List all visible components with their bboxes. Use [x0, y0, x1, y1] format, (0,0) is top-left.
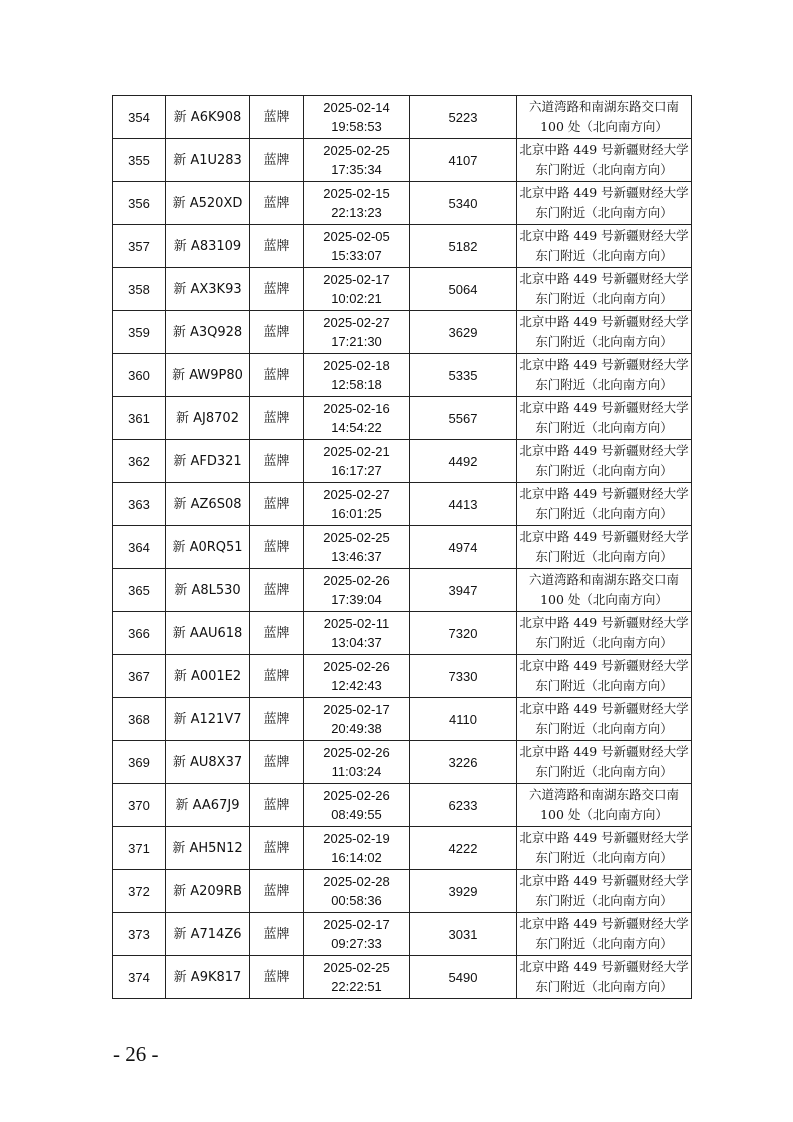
table-row	[113, 612, 692, 655]
violation-date: 2025-02-15	[323, 186, 390, 201]
violation-clock-time: 13:46:37	[331, 549, 382, 564]
violation-time-cell	[304, 182, 410, 225]
violation-time-cell	[304, 96, 410, 139]
plate-number-cell: 新 A121V7	[166, 698, 250, 741]
plate-number-cell: 新 AH5N12	[166, 827, 250, 870]
location-line-1: 北京中路 449 号新疆财经大学	[519, 658, 689, 673]
location-cell	[517, 612, 692, 655]
plate-number-cell: 新 AW9P80	[166, 354, 250, 397]
table-row	[113, 397, 692, 440]
amount-cell: 4974	[410, 526, 517, 569]
location-cell	[517, 741, 692, 784]
plate-color-cell: 蓝牌	[250, 569, 304, 612]
amount-cell: 5064	[410, 268, 517, 311]
record-number-cell: 360	[113, 354, 166, 397]
location-line-1: 北京中路 449 号新疆财经大学	[519, 228, 689, 243]
table-row	[113, 440, 692, 483]
violation-time-cell	[304, 440, 410, 483]
location-line-1: 北京中路 449 号新疆财经大学	[519, 916, 689, 931]
plate-number-cell: 新 A209RB	[166, 870, 250, 913]
plate-number-cell: 新 AJ8702	[166, 397, 250, 440]
violation-time-cell	[304, 354, 410, 397]
location-line-2: 东门附近（北向南方向）	[535, 420, 673, 435]
plate-number-cell: 新 A3Q928	[166, 311, 250, 354]
violation-clock-time: 09:27:33	[331, 936, 382, 951]
plate-number-cell: 新 A8L530	[166, 569, 250, 612]
location-line-1: 六道湾路和南湖东路交口南	[528, 787, 679, 802]
table-row	[113, 784, 692, 827]
location-cell	[517, 225, 692, 268]
record-number-cell: 368	[113, 698, 166, 741]
location-line-1: 北京中路 449 号新疆财经大学	[519, 271, 689, 286]
records-table	[112, 95, 692, 999]
table-row	[113, 96, 692, 139]
amount-cell: 4110	[410, 698, 517, 741]
plate-color-cell: 蓝牌	[250, 870, 304, 913]
record-number-cell: 354	[113, 96, 166, 139]
violation-time-cell	[304, 311, 410, 354]
table-row	[113, 913, 692, 956]
plate-color-cell: 蓝牌	[250, 96, 304, 139]
location-cell	[517, 698, 692, 741]
violation-clock-time: 16:01:25	[331, 506, 382, 521]
location-line-1: 北京中路 449 号新疆财经大学	[519, 529, 689, 544]
table-row	[113, 569, 692, 612]
location-line-2: 东门附近（北向南方向）	[535, 850, 673, 865]
plate-number-cell: 新 A1U283	[166, 139, 250, 182]
location-cell	[517, 96, 692, 139]
violation-clock-time: 17:35:34	[331, 162, 382, 177]
location-line-1: 北京中路 449 号新疆财经大学	[519, 701, 689, 716]
plate-color-cell: 蓝牌	[250, 354, 304, 397]
table-row	[113, 526, 692, 569]
location-line-2: 东门附近（北向南方向）	[535, 635, 673, 650]
violation-time-cell	[304, 698, 410, 741]
violation-clock-time: 22:22:51	[331, 979, 382, 994]
violation-time-cell	[304, 741, 410, 784]
violation-clock-time: 17:39:04	[331, 592, 382, 607]
violation-date: 2025-02-27	[323, 487, 390, 502]
plate-color-cell: 蓝牌	[250, 741, 304, 784]
violation-clock-time: 22:13:23	[331, 205, 382, 220]
violation-time-cell	[304, 784, 410, 827]
plate-number-cell: 新 A714Z6	[166, 913, 250, 956]
violation-date: 2025-02-17	[323, 702, 390, 717]
location-line-2: 东门附近（北向南方向）	[535, 291, 673, 306]
amount-cell: 3226	[410, 741, 517, 784]
plate-color-cell: 蓝牌	[250, 440, 304, 483]
table-row	[113, 225, 692, 268]
plate-number-cell: 新 AU8X37	[166, 741, 250, 784]
violation-clock-time: 11:03:24	[331, 764, 382, 779]
record-number-cell: 358	[113, 268, 166, 311]
location-line-2: 东门附近（北向南方向）	[535, 463, 673, 478]
violation-time-cell	[304, 397, 410, 440]
violation-clock-time: 10:02:21	[331, 291, 382, 306]
violation-clock-time: 12:42:43	[331, 678, 382, 693]
location-cell	[517, 655, 692, 698]
violation-date: 2025-02-17	[323, 917, 390, 932]
record-number-cell: 366	[113, 612, 166, 655]
plate-color-cell: 蓝牌	[250, 311, 304, 354]
violation-clock-time: 00:58:36	[331, 893, 382, 908]
location-cell	[517, 397, 692, 440]
violation-time-cell	[304, 655, 410, 698]
amount-cell: 5223	[410, 96, 517, 139]
location-line-2: 东门附近（北向南方向）	[535, 549, 673, 564]
violation-date: 2025-02-28	[323, 874, 390, 889]
violation-date: 2025-02-26	[323, 573, 390, 588]
amount-cell: 3947	[410, 569, 517, 612]
plate-number-cell: 新 AFD321	[166, 440, 250, 483]
plate-number-cell: 新 A83109	[166, 225, 250, 268]
violation-clock-time: 20:49:38	[331, 721, 382, 736]
record-number-cell: 356	[113, 182, 166, 225]
violation-date: 2025-02-25	[323, 143, 390, 158]
location-cell	[517, 827, 692, 870]
plate-number-cell: 新 A001E2	[166, 655, 250, 698]
plate-number-cell: 新 AA67J9	[166, 784, 250, 827]
plate-number-cell: 新 AAU618	[166, 612, 250, 655]
violation-clock-time: 17:21:30	[331, 334, 382, 349]
location-cell	[517, 913, 692, 956]
violation-date: 2025-02-26	[323, 659, 390, 674]
violation-date: 2025-02-17	[323, 272, 390, 287]
location-cell	[517, 483, 692, 526]
location-line-2: 东门附近（北向南方向）	[535, 721, 673, 736]
amount-cell: 5567	[410, 397, 517, 440]
record-number-cell: 365	[113, 569, 166, 612]
violation-date: 2025-02-26	[323, 788, 390, 803]
violation-clock-time: 13:04:37	[331, 635, 382, 650]
violation-time-cell	[304, 526, 410, 569]
location-line-1: 北京中路 449 号新疆财经大学	[519, 142, 689, 157]
records-table-body	[113, 96, 692, 999]
plate-color-cell: 蓝牌	[250, 225, 304, 268]
amount-cell: 4222	[410, 827, 517, 870]
location-cell	[517, 311, 692, 354]
violation-date: 2025-02-18	[323, 358, 390, 373]
location-line-2: 100 处（北向南方向）	[540, 807, 668, 822]
record-number-cell: 357	[113, 225, 166, 268]
table-row	[113, 483, 692, 526]
violation-time-cell	[304, 268, 410, 311]
amount-cell: 3031	[410, 913, 517, 956]
amount-cell: 5340	[410, 182, 517, 225]
record-number-cell: 370	[113, 784, 166, 827]
plate-number-cell: 新 AX3K93	[166, 268, 250, 311]
violation-clock-time: 15:33:07	[331, 248, 382, 263]
amount-cell: 7330	[410, 655, 517, 698]
violation-date: 2025-02-27	[323, 315, 390, 330]
location-line-1: 北京中路 449 号新疆财经大学	[519, 486, 689, 501]
violation-date: 2025-02-21	[323, 444, 390, 459]
location-cell	[517, 182, 692, 225]
location-cell	[517, 354, 692, 397]
violation-time-cell	[304, 225, 410, 268]
amount-cell: 5335	[410, 354, 517, 397]
record-number-cell: 361	[113, 397, 166, 440]
violation-clock-time: 14:54:22	[331, 420, 382, 435]
plate-color-cell: 蓝牌	[250, 956, 304, 999]
record-number-cell: 355	[113, 139, 166, 182]
record-number-cell: 372	[113, 870, 166, 913]
plate-color-cell: 蓝牌	[250, 612, 304, 655]
record-number-cell: 371	[113, 827, 166, 870]
record-number-cell: 373	[113, 913, 166, 956]
plate-color-cell: 蓝牌	[250, 268, 304, 311]
record-number-cell: 369	[113, 741, 166, 784]
violation-time-cell	[304, 827, 410, 870]
table-row	[113, 741, 692, 784]
location-line-1: 六道湾路和南湖东路交口南	[528, 99, 679, 114]
violation-date: 2025-02-16	[323, 401, 390, 416]
violation-time-cell	[304, 139, 410, 182]
location-line-1: 北京中路 449 号新疆财经大学	[519, 744, 689, 759]
page-number: - 26 -	[113, 1042, 159, 1066]
plate-color-cell: 蓝牌	[250, 827, 304, 870]
location-line-2: 东门附近（北向南方向）	[535, 334, 673, 349]
amount-cell: 4107	[410, 139, 517, 182]
violation-time-cell	[304, 612, 410, 655]
violation-clock-time: 08:49:55	[331, 807, 382, 822]
record-number-cell: 362	[113, 440, 166, 483]
location-line-2: 东门附近（北向南方向）	[535, 893, 673, 908]
table-row	[113, 698, 692, 741]
location-cell	[517, 870, 692, 913]
location-cell	[517, 268, 692, 311]
plate-number-cell: 新 A9K817	[166, 956, 250, 999]
violation-date: 2025-02-19	[323, 831, 390, 846]
plate-color-cell: 蓝牌	[250, 182, 304, 225]
location-line-1: 北京中路 449 号新疆财经大学	[519, 873, 689, 888]
amount-cell: 4413	[410, 483, 517, 526]
violation-time-cell	[304, 913, 410, 956]
location-line-2: 东门附近（北向南方向）	[535, 162, 673, 177]
location-line-1: 北京中路 449 号新疆财经大学	[519, 959, 689, 974]
plate-color-cell: 蓝牌	[250, 483, 304, 526]
violation-clock-time: 12:58:18	[331, 377, 382, 392]
violation-date: 2025-02-25	[323, 530, 390, 545]
location-line-2: 东门附近（北向南方向）	[535, 678, 673, 693]
record-number-cell: 359	[113, 311, 166, 354]
location-line-1: 北京中路 449 号新疆财经大学	[519, 185, 689, 200]
location-line-1: 六道湾路和南湖东路交口南	[528, 572, 679, 587]
amount-cell: 5490	[410, 956, 517, 999]
violation-date: 2025-02-05	[323, 229, 390, 244]
location-line-2: 100 处（北向南方向）	[540, 119, 668, 134]
location-line-2: 东门附近（北向南方向）	[535, 248, 673, 263]
location-line-1: 北京中路 449 号新疆财经大学	[519, 357, 689, 372]
location-line-2: 东门附近（北向南方向）	[535, 205, 673, 220]
plate-color-cell: 蓝牌	[250, 526, 304, 569]
location-line-1: 北京中路 449 号新疆财经大学	[519, 400, 689, 415]
violation-date: 2025-02-11	[323, 616, 390, 631]
plate-number-cell: 新 A520XD	[166, 182, 250, 225]
violation-time-cell	[304, 483, 410, 526]
location-line-2: 东门附近（北向南方向）	[535, 506, 673, 521]
location-line-1: 北京中路 449 号新疆财经大学	[519, 830, 689, 845]
violation-date: 2025-02-26	[323, 745, 390, 760]
location-cell	[517, 526, 692, 569]
amount-cell: 3629	[410, 311, 517, 354]
plate-color-cell: 蓝牌	[250, 655, 304, 698]
record-number-cell: 363	[113, 483, 166, 526]
table-row	[113, 827, 692, 870]
location-line-2: 100 处（北向南方向）	[540, 592, 668, 607]
table-row	[113, 354, 692, 397]
plate-color-cell: 蓝牌	[250, 397, 304, 440]
table-row	[113, 182, 692, 225]
amount-cell: 4492	[410, 440, 517, 483]
location-line-2: 东门附近（北向南方向）	[535, 764, 673, 779]
violation-clock-time: 16:17:27	[331, 463, 382, 478]
location-line-1: 北京中路 449 号新疆财经大学	[519, 615, 689, 630]
location-cell	[517, 956, 692, 999]
plate-color-cell: 蓝牌	[250, 913, 304, 956]
location-line-2: 东门附近（北向南方向）	[535, 377, 673, 392]
location-line-2: 东门附近（北向南方向）	[535, 979, 673, 994]
violation-time-cell	[304, 870, 410, 913]
violation-time-cell	[304, 569, 410, 612]
plate-number-cell: 新 A6K908	[166, 96, 250, 139]
table-row	[113, 956, 692, 999]
violation-clock-time: 19:58:53	[331, 119, 382, 134]
violation-date: 2025-02-14	[323, 100, 390, 115]
amount-cell: 3929	[410, 870, 517, 913]
plate-number-cell: 新 AZ6S08	[166, 483, 250, 526]
violation-date: 2025-02-25	[323, 960, 390, 975]
plate-color-cell: 蓝牌	[250, 698, 304, 741]
plate-color-cell: 蓝牌	[250, 139, 304, 182]
location-cell	[517, 784, 692, 827]
record-number-cell: 367	[113, 655, 166, 698]
location-line-2: 东门附近（北向南方向）	[535, 936, 673, 951]
location-cell	[517, 139, 692, 182]
location-line-1: 北京中路 449 号新疆财经大学	[519, 314, 689, 329]
table-row	[113, 268, 692, 311]
location-cell	[517, 569, 692, 612]
violation-clock-time: 16:14:02	[331, 850, 382, 865]
table-row	[113, 139, 692, 182]
plate-number-cell: 新 A0RQ51	[166, 526, 250, 569]
record-number-cell: 374	[113, 956, 166, 999]
amount-cell: 7320	[410, 612, 517, 655]
record-number-cell: 364	[113, 526, 166, 569]
table-row	[113, 655, 692, 698]
location-cell	[517, 440, 692, 483]
amount-cell: 5182	[410, 225, 517, 268]
amount-cell: 6233	[410, 784, 517, 827]
violation-time-cell	[304, 956, 410, 999]
plate-color-cell: 蓝牌	[250, 784, 304, 827]
table-row	[113, 870, 692, 913]
table-row	[113, 311, 692, 354]
location-line-1: 北京中路 449 号新疆财经大学	[519, 443, 689, 458]
